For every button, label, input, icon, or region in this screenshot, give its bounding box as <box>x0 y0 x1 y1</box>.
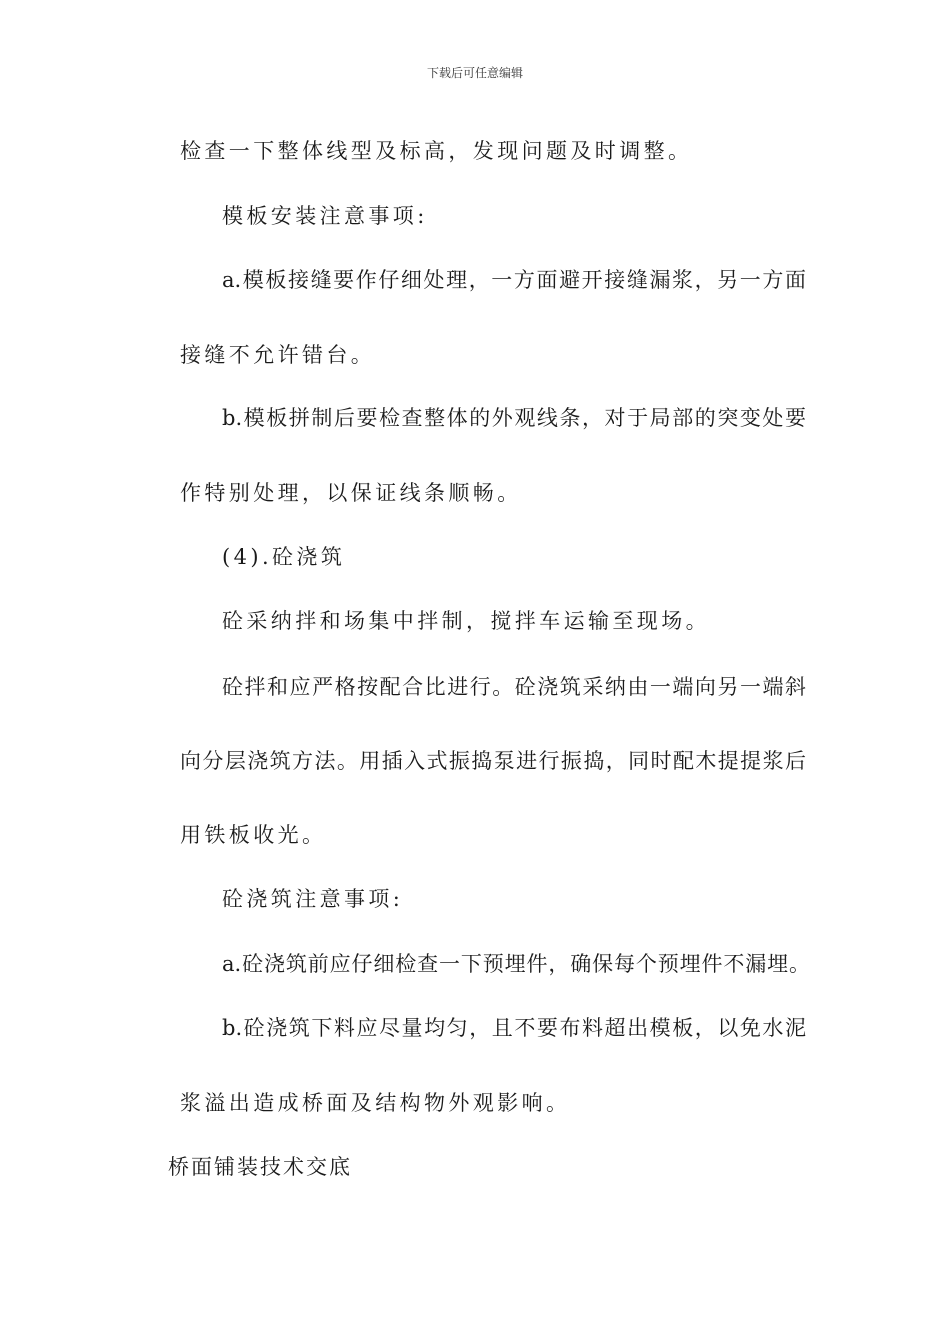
paragraph-line: b.模板拼制后要检查整体的外观线条，对于局部的突变处要 <box>222 406 806 430</box>
paragraph-line: a.砼浇筑前应仔细检查一下预埋件，确保每个预埋件不漏埋。 <box>222 952 810 976</box>
paragraph-line: 检查一下整体线型及标高，发现问题及时调整。 <box>180 139 693 163</box>
paragraph-line: 砼浇筑注意事项: <box>222 887 404 911</box>
paragraph-line: 模板安装注意事项: <box>222 204 428 228</box>
page-header-note: 下载后可任意编辑 <box>426 66 523 80</box>
paragraph-line: 作特别处理，以保证线条顺畅。 <box>180 481 522 505</box>
paragraph-line: b.砼浇筑下料应尽量均匀，且不要布料超出模板，以免水泥 <box>222 1016 806 1040</box>
paragraph-line: 砼采纳拌和场集中拌制，搅拌车运输至现场。 <box>222 609 710 633</box>
paragraph-line: 浆溢出造成桥面及结构物外观影响。 <box>180 1091 571 1115</box>
paragraph-line: 用铁板收光。 <box>180 823 327 847</box>
paragraph-line: 砼拌和应严格按配合比进行。砼浇筑采纳由一端向另一端斜 <box>222 675 806 699</box>
paragraph-line: a.模板接缝要作仔细处理，一方面避开接缝漏浆，另一方面 <box>222 268 806 292</box>
subsection-heading: (4).砼浇筑 <box>222 545 346 569</box>
section-title: 桥面铺装技术交底 <box>168 1155 352 1179</box>
paragraph-line: 向分层浇筑方法。用插入式振捣泵进行振捣，同时配木提提浆后 <box>180 749 806 773</box>
paragraph-line: 接缝不允许错台。 <box>180 343 376 367</box>
